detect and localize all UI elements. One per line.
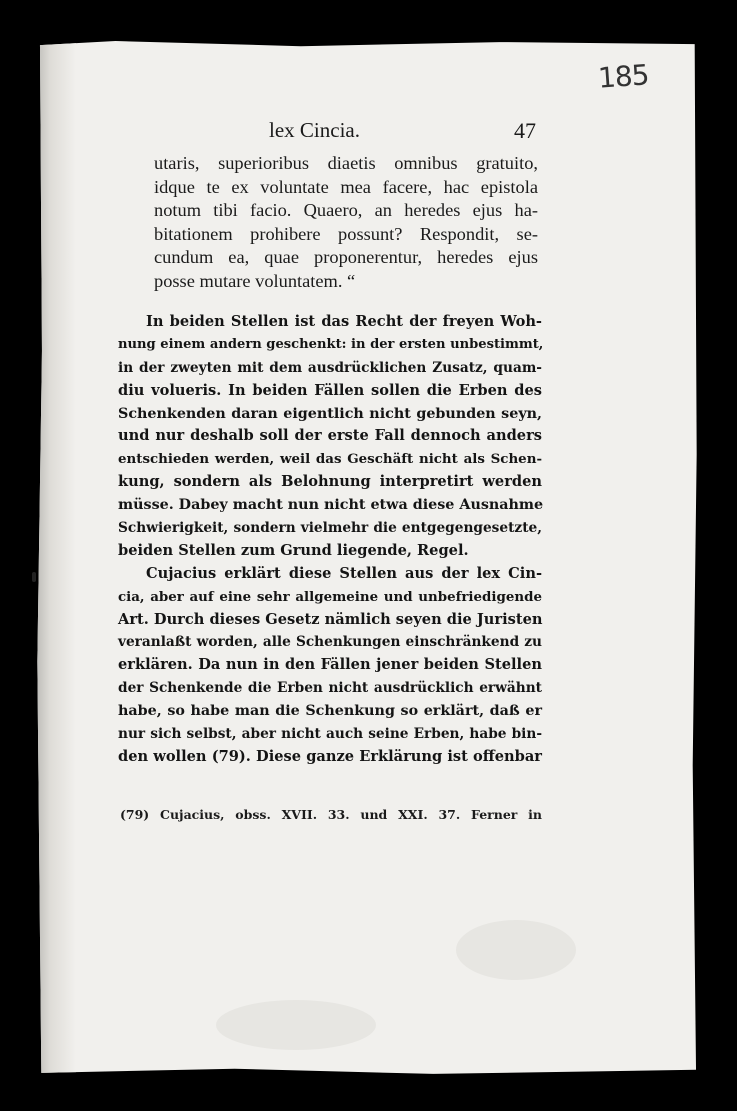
body-text	[118, 311, 542, 769]
footnote: (79) Cujacius, obss. XVII. 33. und XXI. 37. Ferner in	[120, 807, 542, 822]
text-line: müsse. Dabey macht nun nicht etwa diese Ausnahme	[118, 497, 544, 514]
text-line: entschieden werden, weil das Geschäft nicht als Schen-	[118, 451, 542, 468]
latin-quotation	[154, 152, 538, 294]
text-line: Art. Durch dieses Gesetz nämlich seyen die Juristen	[118, 610, 543, 628]
paragraph	[118, 311, 542, 563]
text-line: diu volueris. In beiden Fällen sollen die Erben des	[118, 381, 542, 399]
text-line: veranlaßt worden, alle Schenkungen einschränkend zu	[118, 634, 542, 651]
text-line: nur sich selbst, aber nicht auch seine Erben, habe bin-	[118, 726, 542, 743]
text-line: posse mutare voluntatem. “	[154, 270, 356, 291]
page-gutter-shadow	[36, 40, 76, 1076]
running-head-title: lex Cincia.	[269, 118, 360, 142]
handwritten-folio-number: 185	[596, 58, 650, 95]
text-line: der Schenkende die Erben nicht ausdrücklich erwähnt	[118, 680, 542, 697]
paragraph	[118, 563, 542, 769]
text-line: beiden Stellen zum Grund liegende, Regel.	[118, 541, 469, 559]
text-line: kung, sondern als Belohnung interpretirt werden	[118, 473, 542, 491]
text-line: cia, aber auf eine sehr allgemeine und unbefriedigende	[118, 588, 542, 605]
text-line: Schenkenden daran eigentlich nicht gebunden seyn,	[118, 405, 542, 422]
text-line: den wollen (79). Diese ganze Erklärung ist offenbar	[118, 747, 542, 765]
paper-stain	[456, 920, 576, 980]
margin-ink-mark	[32, 572, 36, 582]
text-line: notum tibi facio. Quaero, an heredes ejus ha-	[154, 200, 538, 221]
text-line: habe, so habe man die Schenkung so erklärt, daß er	[118, 703, 542, 720]
running-head	[154, 116, 538, 144]
text-line: in der zweyten mit dem ausdrücklichen Zusatz, quam-	[118, 359, 542, 376]
text-line: und nur deshalb soll der erste Fall dennoch anders	[118, 427, 542, 445]
text-line: bitationem prohibere possunt? Respondit, se-	[154, 223, 538, 244]
text-line: Schwierigkeit, sondern vielmehr die entgegengesetzte,	[118, 520, 542, 537]
text-line: In beiden Stellen ist das Recht der freyen Woh-	[146, 313, 542, 330]
paper-stain	[216, 1000, 376, 1050]
text-line: cundum ea, quae proponerentur, heredes ejus	[154, 247, 538, 268]
text-line: utaris, superioribus diaetis omnibus gratuito,	[154, 153, 538, 173]
text-line: nung einem andern geschenkt: in der ersten unbestimmt,	[118, 336, 544, 352]
text-line: erklären. Da nun in den Fällen jener beiden Stellen	[118, 656, 542, 674]
text-line: idque te ex voluntate mea facere, hac epistola	[154, 176, 538, 197]
page-number: 47	[514, 118, 536, 143]
text-line: Cujacius erklärt diese Stellen aus der lex Cin-	[146, 564, 542, 582]
